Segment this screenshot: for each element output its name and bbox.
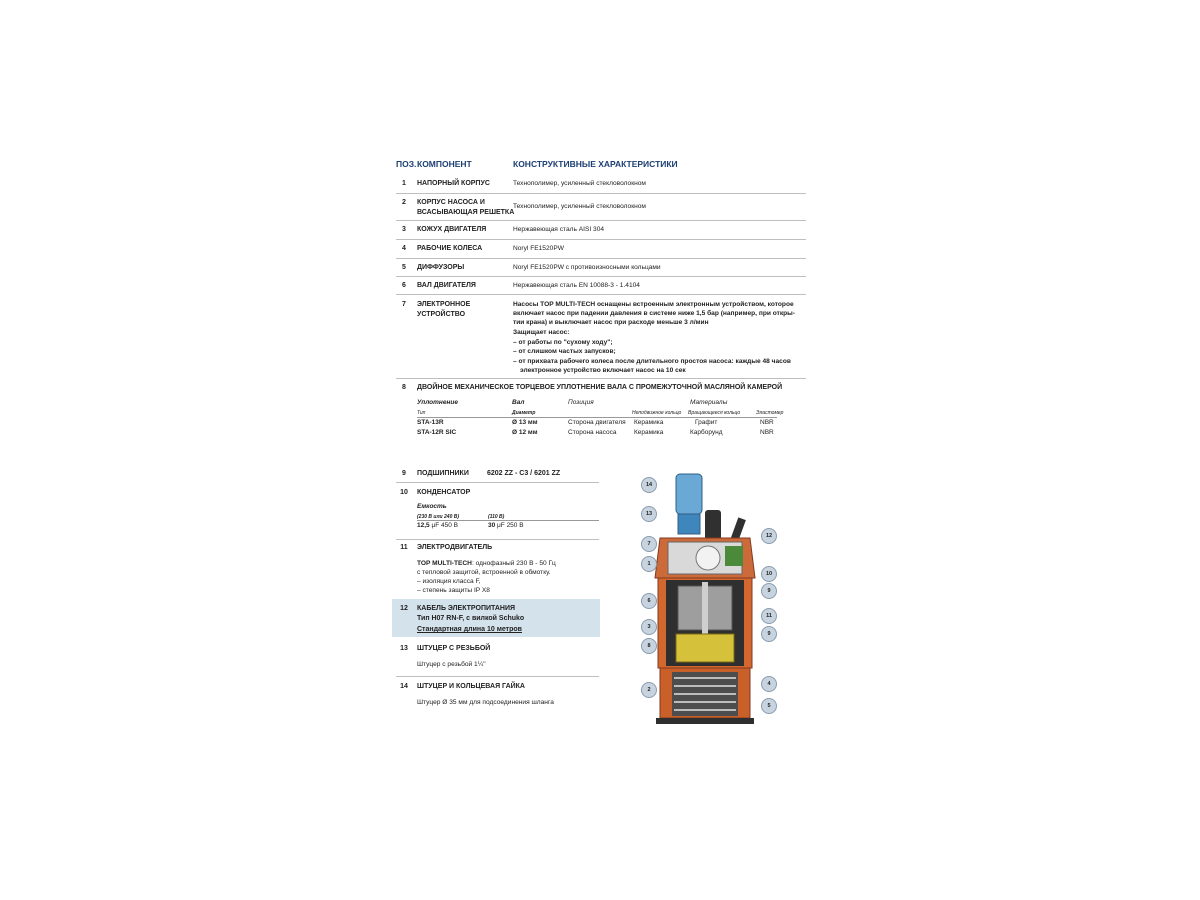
divider [417, 520, 599, 521]
divider [396, 539, 599, 540]
callout-5: 5 [761, 698, 777, 714]
divider [396, 482, 599, 483]
callout-7: 7 [641, 536, 657, 552]
divider [396, 239, 806, 240]
divider [396, 220, 806, 221]
header-features: КОНСТРУКТИВНЫЕ ХАРАКТЕРИСТИКИ [513, 159, 678, 169]
header-component: КОМПОНЕНТ [417, 159, 472, 169]
callout-9: 9 [761, 583, 777, 599]
callout-6: 6 [641, 593, 657, 609]
divider [396, 294, 806, 295]
divider [396, 276, 806, 277]
capacitor-110v: 30 μF 250 В [488, 522, 524, 529]
divider [417, 417, 777, 418]
callout-11: 11 [761, 608, 777, 624]
callout-9b: 9 [761, 626, 777, 642]
divider [396, 378, 806, 379]
header-pos: ПОЗ. [396, 159, 417, 169]
callout-14: 14 [641, 477, 657, 493]
callout-2: 2 [641, 682, 657, 698]
capacitor-230v: 12,5 μF 450 В [417, 522, 458, 529]
callout-3: 3 [641, 619, 657, 635]
callout-13: 13 [641, 506, 657, 522]
callout-8: 8 [641, 638, 657, 654]
callout-10: 10 [761, 566, 777, 582]
divider [396, 193, 806, 194]
callout-1: 1 [641, 556, 657, 572]
motor-desc: TOP MULTI-TECH: однофазный 230 В - 50 Гц [417, 560, 556, 567]
callout-12: 12 [761, 528, 777, 544]
divider [396, 258, 806, 259]
divider [396, 676, 599, 677]
callout-4: 4 [761, 676, 777, 692]
